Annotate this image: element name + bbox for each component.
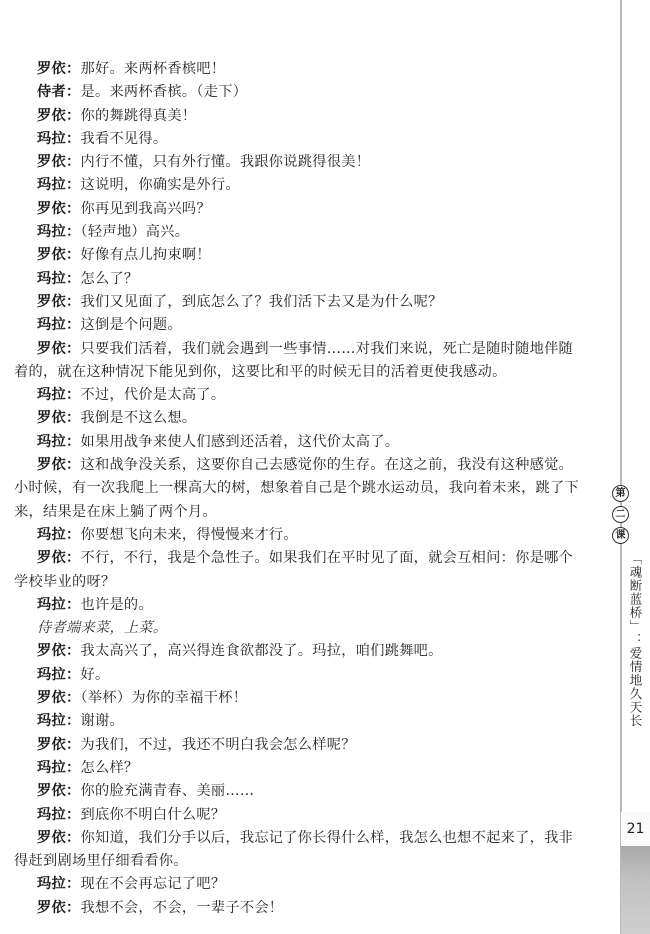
- dialogue-line: [14, 314, 592, 337]
- line-text: 我太高兴了，高兴得连食欲都没了。玛拉，咱们跳舞吧。: [80, 643, 443, 660]
- dialogue-line: [14, 850, 592, 873]
- stage-direction: 侍者端来菜，上菜。: [37, 620, 168, 637]
- speaker-label: 罗依：: [37, 457, 81, 474]
- dialogue-line: [14, 291, 592, 314]
- dialogue-line: [14, 734, 592, 757]
- dialogue-line: [14, 174, 592, 197]
- dialogue-line: [14, 804, 592, 827]
- speaker-label: 玛拉：: [37, 433, 81, 450]
- line-text: 学校毕业的呀？: [14, 573, 116, 590]
- line-text: （举杯）为你的幸福干杯！: [80, 690, 248, 707]
- line-text: 怎么了？: [80, 270, 139, 287]
- speaker-label: 罗依：: [37, 340, 81, 357]
- margin-rule: [620, 0, 622, 934]
- speaker-label: 玛拉：: [37, 177, 81, 194]
- dialogue-line: [14, 221, 592, 244]
- speaker-label: 罗依：: [37, 107, 81, 124]
- dialogue-line: [14, 547, 592, 570]
- speaker-label: 罗依：: [37, 783, 81, 800]
- line-text: 你要想飞向未来，得慢慢来才行。: [80, 526, 298, 543]
- dialogue-line: [14, 105, 592, 128]
- speaker-label: 玛拉：: [37, 713, 81, 730]
- speaker-label: 玛拉：: [37, 224, 81, 241]
- line-text: 不过，代价是太高了。: [80, 387, 226, 404]
- dialogue-line: [14, 757, 592, 780]
- line-text: 来，结果是在床上躺了两个月。: [14, 503, 217, 520]
- speaker-label: 罗依：: [37, 643, 81, 660]
- speaker-label: 罗依：: [37, 154, 81, 171]
- dialogue-line: [14, 338, 592, 361]
- speaker-label: 罗依：: [37, 293, 81, 310]
- line-text: 你再见到我高兴吗？: [80, 200, 211, 217]
- dialogue-line: [14, 617, 592, 640]
- line-text: 为我们，不过，我还不明白我会怎么样呢？: [80, 736, 356, 753]
- line-text: 那好。来两杯香槟吧！: [80, 61, 226, 77]
- sidebar-lesson-title: 「魂断蓝桥」：爱情地久天长: [628, 552, 643, 728]
- line-text: 你的舞跳得真美！: [80, 107, 197, 124]
- speaker-label: 玛拉：: [37, 270, 81, 287]
- line-text: 小时候，有一次我爬上一棵高大的树，想象着自己是个跳水运动员，我向着未来，跳了下: [14, 480, 580, 497]
- dialogue-line: [14, 640, 592, 663]
- line-text: 到底你不明白什么呢？: [80, 806, 226, 823]
- line-text: 好像有点儿拘束啊！: [80, 247, 211, 264]
- line-text: 是。来两杯香槟。（走下）: [80, 84, 248, 101]
- dialogue-line: [14, 431, 592, 454]
- line-text: 内行不懂，只有外行懂。我跟你说跳得很美！: [80, 154, 371, 171]
- speaker-label: 玛拉：: [37, 317, 81, 334]
- speaker-label: 罗依：: [37, 247, 81, 264]
- dialogue-line: [14, 501, 592, 524]
- line-text: 我们又见面了，到底怎么了？我们活下去又是为什么呢？: [80, 293, 443, 310]
- speaker-label: 罗依：: [37, 899, 81, 916]
- line-text: 你知道，我们分手以后，我忘记了你长得什么样，我怎么也想不起来了，我非: [80, 829, 574, 846]
- speaker-label: 罗依：: [37, 829, 81, 846]
- line-text: 着的，就在这种情况下能见到你，这要比和平的时候无目的活着更使我感动。: [14, 363, 507, 380]
- speaker-label: 侍者：: [37, 84, 81, 101]
- dialogue-line: [14, 151, 592, 174]
- speaker-label: 罗依：: [37, 690, 81, 707]
- speaker-label: 罗依：: [37, 550, 81, 567]
- speaker-label: 玛拉：: [37, 130, 81, 147]
- line-text: 也许是的。: [80, 596, 153, 613]
- dialogue-line: [14, 128, 592, 151]
- dialogue-line: [14, 571, 592, 594]
- page-number: 21: [621, 812, 650, 846]
- dialogue-line: [14, 384, 592, 407]
- speaker-label: 玛拉：: [37, 876, 81, 893]
- line-text: 现在不会再忘记了吧？: [80, 876, 226, 893]
- dialogue-line: [14, 198, 592, 221]
- dialogue-line: [14, 710, 592, 733]
- line-text: 这和战争没关系，这要你自己去感觉你的生存。在这之前，我没有这种感觉。: [80, 457, 574, 474]
- line-text: 怎么样？: [80, 759, 139, 776]
- lesson-badge-di: 第: [612, 485, 629, 502]
- dialogue-line: [14, 244, 592, 267]
- line-text: （轻声地）高兴。: [80, 224, 190, 241]
- line-text: 这说明，你确实是外行。: [80, 177, 240, 194]
- speaker-label: 罗依：: [37, 200, 81, 217]
- dialogue-line: [14, 361, 592, 384]
- speaker-label: 玛拉：: [37, 387, 81, 404]
- dialogue-body: [14, 58, 592, 920]
- line-text: 好。: [80, 666, 110, 683]
- line-text: 不行，不行，我是个急性子。如果我们在平时见了面，就会互相问：你是哪个: [80, 550, 574, 567]
- dialogue-line: [14, 524, 592, 547]
- dialogue-line: [14, 477, 592, 500]
- dialogue-line: [14, 268, 592, 291]
- line-text: 这倒是个问题。: [80, 317, 182, 334]
- speaker-label: 罗依：: [37, 736, 81, 753]
- dialogue-line: [14, 81, 592, 104]
- line-text: 只要我们活着，我们就会遇到一些事情……对我们来说，死亡是随时随地伴随: [80, 340, 574, 357]
- line-text: 如果用战争来使人们感到还活着，这代价太高了。: [80, 433, 400, 450]
- line-text: 谢谢。: [80, 713, 124, 730]
- dialogue-line: [14, 454, 592, 477]
- line-text: 你的脸充满青春、美丽……: [80, 783, 255, 800]
- dialogue-line: [14, 58, 592, 81]
- dialogue-line: [14, 827, 592, 850]
- dialogue-line: [14, 664, 592, 687]
- dialogue-line: [14, 407, 592, 430]
- speaker-label: 玛拉：: [37, 759, 81, 776]
- lesson-badge-ke: 课: [612, 527, 629, 544]
- line-text: 我倒是不这么想。: [80, 410, 197, 427]
- speaker-label: 玛拉：: [37, 596, 81, 613]
- line-text: 得赶到剧场里仔细看看你。: [14, 853, 188, 870]
- lesson-badge-er: 二: [612, 506, 629, 523]
- dialogue-line: [14, 780, 592, 803]
- line-text: 我看不见得。: [80, 130, 168, 147]
- speaker-label: 玛拉：: [37, 806, 81, 823]
- dialogue-line: [14, 873, 592, 896]
- line-text: 我想不会，不会，一辈子不会！: [80, 899, 284, 916]
- dialogue-line: [14, 897, 592, 920]
- dialogue-line: [14, 687, 592, 710]
- page-edge-tab: [621, 846, 650, 934]
- dialogue-line: [14, 594, 592, 617]
- lesson-badges: [612, 485, 630, 548]
- speaker-label: 罗依：: [37, 61, 81, 77]
- speaker-label: 玛拉：: [37, 526, 81, 543]
- speaker-label: 罗依：: [37, 410, 81, 427]
- speaker-label: 玛拉：: [37, 666, 81, 683]
